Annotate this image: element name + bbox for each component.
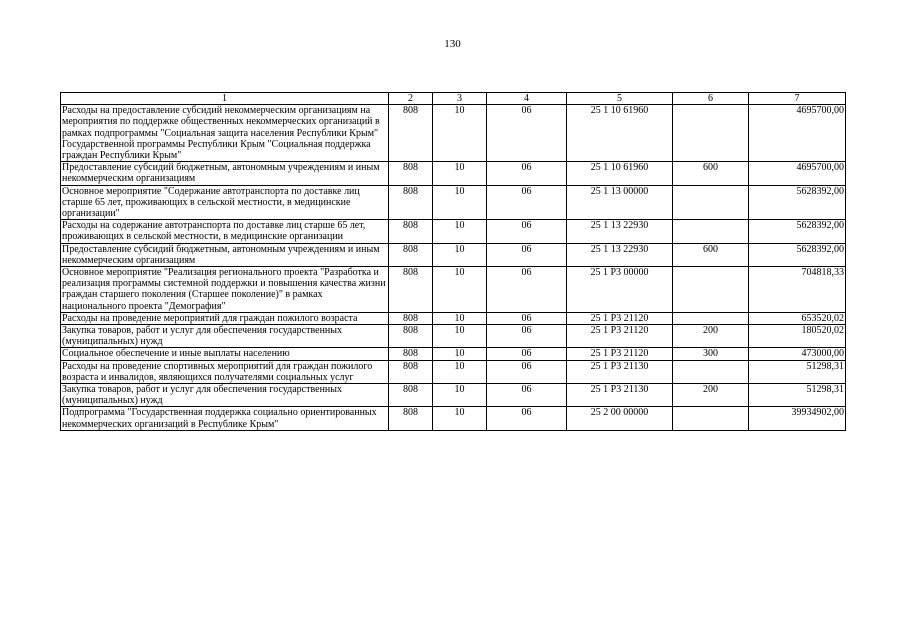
row-name: Предоставление субсидий бюджетным, автономным учреждениям и иным некоммерческим организациям bbox=[61, 243, 389, 266]
row-c2: 808 bbox=[389, 325, 433, 348]
table-row bbox=[61, 348, 846, 360]
row-c4: 06 bbox=[487, 185, 567, 220]
row-c5: 25 1 13 22930 bbox=[567, 243, 673, 266]
col-header-7: 7 bbox=[749, 93, 846, 105]
row-c2: 808 bbox=[389, 105, 433, 162]
col-header-2: 2 bbox=[389, 93, 433, 105]
row-name: Основное мероприятие "Реализация регионального проекта "Разработка и реализация программы системной поддержки и повышения качества жизни граждан старшего поколения (Старшее поколение)" в рамках национального проекта "Демография" bbox=[61, 267, 389, 313]
row-sum: 51298,31 bbox=[749, 360, 846, 383]
row-name: Предоставление субсидий бюджетным, автономным учреждениям и иным некоммерческим организациям bbox=[61, 162, 389, 185]
row-c3: 10 bbox=[433, 360, 487, 383]
row-c5: 25 1 13 00000 bbox=[567, 185, 673, 220]
row-c5: 25 1 P3 21120 bbox=[567, 348, 673, 360]
row-c3: 10 bbox=[433, 348, 487, 360]
row-c5: 25 2 00 00000 bbox=[567, 407, 673, 430]
row-c5: 25 1 P3 21120 bbox=[567, 312, 673, 324]
row-c3: 10 bbox=[433, 162, 487, 185]
table-row bbox=[61, 384, 846, 407]
row-c3: 10 bbox=[433, 220, 487, 243]
row-c5: 25 1 13 22930 bbox=[567, 220, 673, 243]
table-row bbox=[61, 312, 846, 324]
row-sum: 51298,31 bbox=[749, 384, 846, 407]
table-row bbox=[61, 185, 846, 220]
table-row bbox=[61, 325, 846, 348]
row-c2: 808 bbox=[389, 267, 433, 313]
row-c6: 300 bbox=[673, 348, 749, 360]
row-c3: 10 bbox=[433, 312, 487, 324]
row-c2: 808 bbox=[389, 312, 433, 324]
row-name: Расходы на содержание автотранспорта по доставке лиц старше 65 лет, проживающих в сельской местности, в медицинские организации bbox=[61, 220, 389, 243]
row-c6 bbox=[673, 185, 749, 220]
row-c5: 25 1 P3 21130 bbox=[567, 384, 673, 407]
row-c6 bbox=[673, 220, 749, 243]
row-c2: 808 bbox=[389, 243, 433, 266]
row-c2: 808 bbox=[389, 348, 433, 360]
row-c6 bbox=[673, 267, 749, 313]
table-row bbox=[61, 162, 846, 185]
row-c2: 808 bbox=[389, 384, 433, 407]
row-sum: 4695700,00 bbox=[749, 162, 846, 185]
row-sum: 39934902,00 bbox=[749, 407, 846, 430]
header-row bbox=[61, 93, 846, 105]
row-c3: 10 bbox=[433, 185, 487, 220]
row-c5: 25 1 P3 21130 bbox=[567, 360, 673, 383]
row-sum: 5628392,00 bbox=[749, 243, 846, 266]
row-c6 bbox=[673, 105, 749, 162]
page-number: 130 bbox=[444, 38, 461, 50]
row-c3: 10 bbox=[433, 407, 487, 430]
row-c2: 808 bbox=[389, 360, 433, 383]
row-c2: 808 bbox=[389, 220, 433, 243]
row-sum: 473000,00 bbox=[749, 348, 846, 360]
row-sum: 4695700,00 bbox=[749, 105, 846, 162]
row-c3: 10 bbox=[433, 243, 487, 266]
row-name: Подпрограмма "Государственная поддержка социально ориентированных некоммерческих организаций в Республике Крым" bbox=[61, 407, 389, 430]
row-c6: 200 bbox=[673, 384, 749, 407]
col-header-6: 6 bbox=[673, 93, 749, 105]
row-sum: 704818,33 bbox=[749, 267, 846, 313]
col-header-5: 5 bbox=[567, 93, 673, 105]
row-c2: 808 bbox=[389, 407, 433, 430]
row-name: Основное мероприятие "Содержание автотранспорта по доставке лиц старше 65 лет, проживающих в сельской местности, в медицинские организации" bbox=[61, 185, 389, 220]
row-c3: 10 bbox=[433, 105, 487, 162]
row-c4: 06 bbox=[487, 384, 567, 407]
row-c4: 06 bbox=[487, 243, 567, 266]
table-row bbox=[61, 407, 846, 430]
row-c4: 06 bbox=[487, 220, 567, 243]
row-c4: 06 bbox=[487, 105, 567, 162]
col-header-3: 3 bbox=[433, 93, 487, 105]
row-name: Социальное обеспечение и иные выплаты населению bbox=[61, 348, 389, 360]
row-sum: 5628392,00 bbox=[749, 220, 846, 243]
row-sum: 5628392,00 bbox=[749, 185, 846, 220]
row-c4: 06 bbox=[487, 407, 567, 430]
row-c5: 25 1 P3 21120 bbox=[567, 325, 673, 348]
row-c6 bbox=[673, 360, 749, 383]
row-name: Закупка товаров, работ и услуг для обеспечения государственных (муниципальных) нужд bbox=[61, 384, 389, 407]
table-row bbox=[61, 360, 846, 383]
row-c4: 06 bbox=[487, 162, 567, 185]
row-c6: 200 bbox=[673, 325, 749, 348]
row-c4: 06 bbox=[487, 360, 567, 383]
row-sum: 653520,02 bbox=[749, 312, 846, 324]
row-sum: 180520,02 bbox=[749, 325, 846, 348]
row-c4: 06 bbox=[487, 325, 567, 348]
row-c4: 06 bbox=[487, 348, 567, 360]
row-c6 bbox=[673, 407, 749, 430]
row-name: Расходы на проведение мероприятий для граждан пожилого возраста bbox=[61, 312, 389, 324]
row-c6 bbox=[673, 312, 749, 324]
row-c5: 25 1 P3 00000 bbox=[567, 267, 673, 313]
row-c2: 808 bbox=[389, 185, 433, 220]
table-row bbox=[61, 243, 846, 266]
row-name: Расходы на проведение спортивных мероприятий для граждан пожилого возраста и инвалидов, являющихся получателями социальных услуг bbox=[61, 360, 389, 383]
budget-table bbox=[60, 92, 846, 431]
table-row bbox=[61, 267, 846, 313]
row-c3: 10 bbox=[433, 384, 487, 407]
row-c3: 10 bbox=[433, 267, 487, 313]
row-c4: 06 bbox=[487, 312, 567, 324]
row-c4: 06 bbox=[487, 267, 567, 313]
table-row bbox=[61, 105, 846, 162]
col-header-1: 1 bbox=[61, 93, 389, 105]
row-c5: 25 1 10 61960 bbox=[567, 105, 673, 162]
row-name: Закупка товаров, работ и услуг для обеспечения государственных (муниципальных) нужд bbox=[61, 325, 389, 348]
row-c3: 10 bbox=[433, 325, 487, 348]
row-name: Расходы на предоставление субсидий некоммерческим организациям на мероприятия по поддержке общественных некоммерческих организаций в рамках подпрограммы "Социальная защита населения Республики Крым" Государственной программы Республики Крым "Социальная поддержка граждан Республики Крым" bbox=[61, 105, 389, 162]
row-c6: 600 bbox=[673, 162, 749, 185]
row-c2: 808 bbox=[389, 162, 433, 185]
row-c5: 25 1 10 61960 bbox=[567, 162, 673, 185]
row-c6: 600 bbox=[673, 243, 749, 266]
col-header-4: 4 bbox=[487, 93, 567, 105]
table-row bbox=[61, 220, 846, 243]
